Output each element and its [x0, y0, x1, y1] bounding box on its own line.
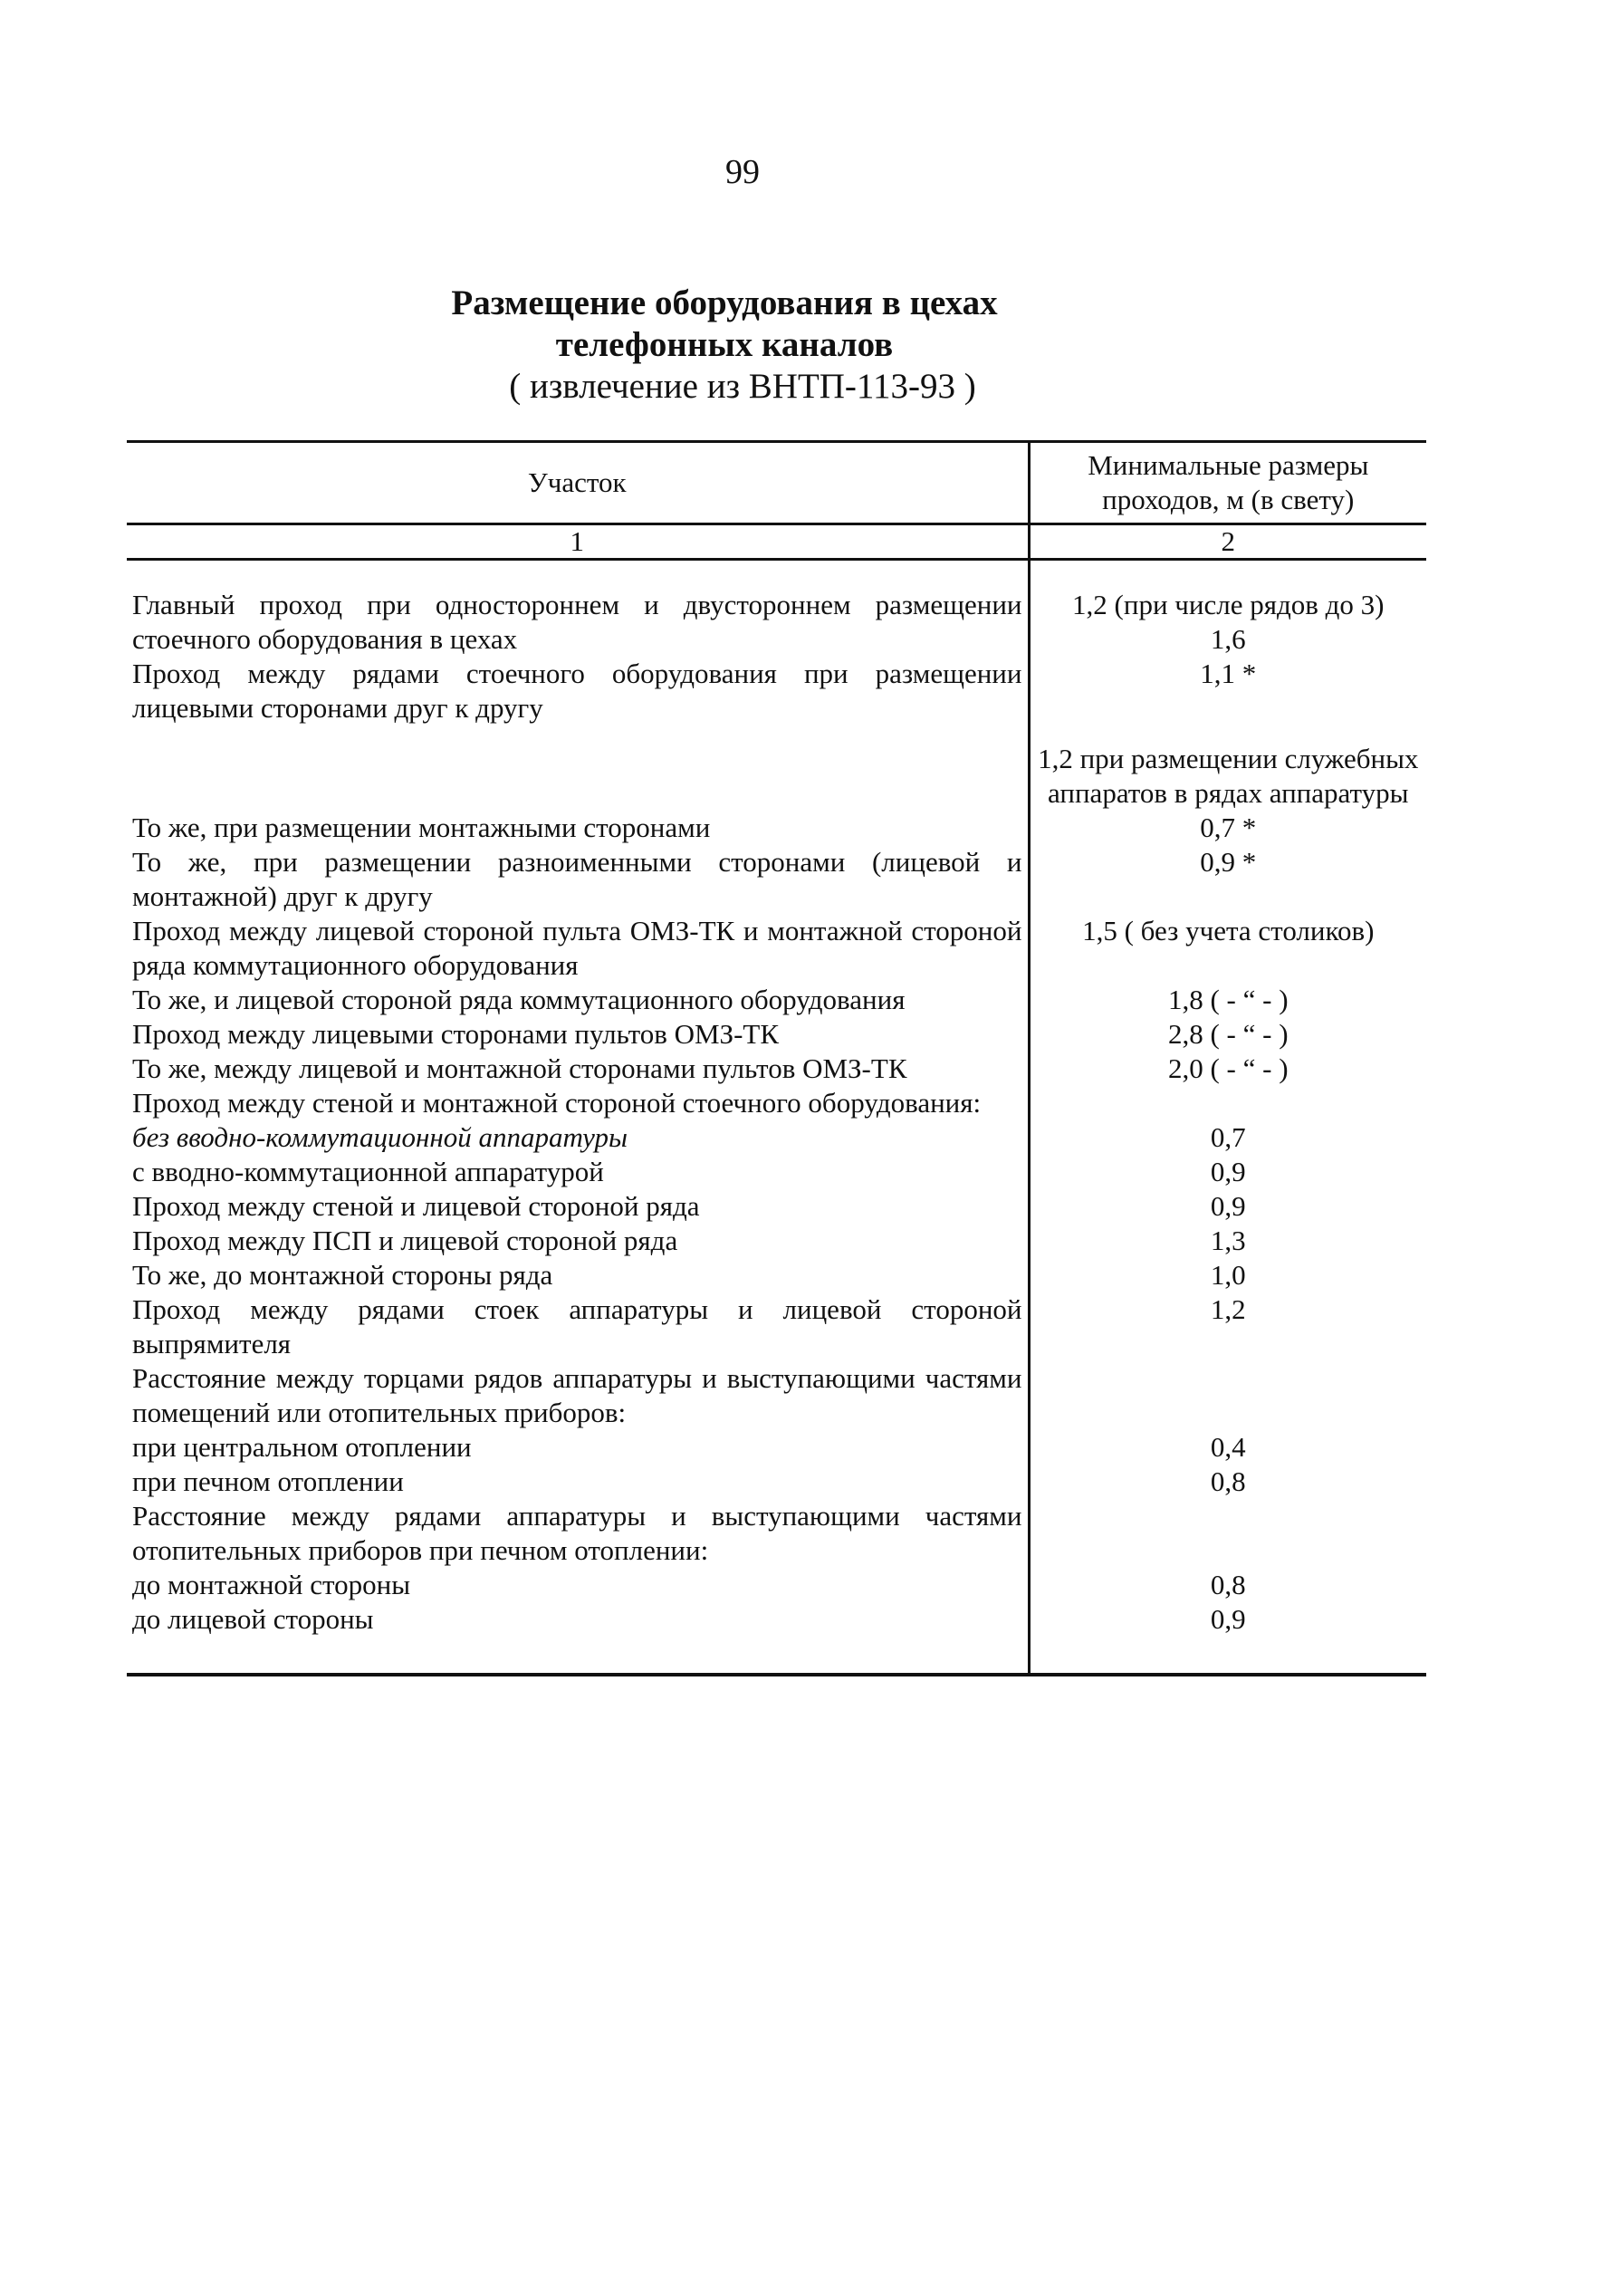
- table-row: [127, 1430, 1426, 1465]
- row-value: 1,1 *: [1200, 658, 1257, 689]
- row-value: 1,2: [1210, 1293, 1246, 1325]
- row-value: 1,0: [1210, 1259, 1246, 1291]
- title-line-2: телефонных каналов: [555, 325, 894, 364]
- row-value-line: 1,2 (при числе рядов до 3): [1072, 589, 1385, 620]
- row-label: Проход между лицевой стороной пульта ОМЗ-ТК и монтажной стороной ряда коммутационного оборудования: [127, 914, 1029, 983]
- table-row: [127, 1189, 1426, 1224]
- row-value: [1029, 588, 1426, 657]
- row-label: То же, и лицевой стороной ряда коммутационного оборудования: [127, 983, 1029, 1017]
- row-label: То же, между лицевой и монтажной сторонами пультов ОМЗ-ТК: [127, 1052, 1029, 1086]
- table-number-row: [127, 524, 1426, 560]
- row-label: при печном отоплении: [127, 1465, 1029, 1499]
- row-value: 0,7 *: [1200, 812, 1257, 843]
- row-label: до лицевой стороны: [127, 1602, 1029, 1675]
- header-num2: 2: [1029, 524, 1426, 560]
- table-row: [127, 811, 1426, 845]
- row-value: 1,8 ( - “ - ): [1167, 984, 1289, 1015]
- row-value: 0,9: [1210, 1190, 1246, 1222]
- row-label: Проход между рядами стоек аппаратуры и лицевой стороной выпрямителя: [127, 1292, 1029, 1361]
- table-row: [127, 1499, 1426, 1568]
- row-value: 0,9: [1210, 1156, 1246, 1187]
- row-value: 0,9: [1029, 1602, 1426, 1675]
- row-value: 0,7: [1210, 1121, 1246, 1153]
- row-value: 2,8 ( - “ - ): [1167, 1018, 1289, 1050]
- row-value: 0,4: [1210, 1431, 1246, 1463]
- table-row: [127, 914, 1426, 983]
- header-col2: [1029, 442, 1426, 524]
- row-value: 1,5 ( без учета столиков): [1082, 915, 1375, 946]
- row-label: Расстояние между торцами рядов аппаратуры и выступающими частями помещений или отопительных приборов:: [127, 1361, 1029, 1430]
- row-value: 0,8: [1210, 1569, 1246, 1600]
- row-value: [1029, 1086, 1426, 1120]
- row-label: Расстояние между рядами аппаратуры и выступающими частями отопительных приборов при печном отоплении:: [127, 1499, 1029, 1568]
- row-label: Проход между стеной и лицевой стороной ряда: [127, 1189, 1029, 1224]
- table-row: [127, 983, 1426, 1017]
- title-line-1: Размещение оборудования в цехах: [451, 283, 998, 322]
- table-row: [127, 1292, 1426, 1361]
- table-row: [127, 588, 1426, 657]
- table-row: [127, 845, 1426, 914]
- row-label: То же, до монтажной стороны ряда: [127, 1258, 1029, 1292]
- row-label: То же, при размещении монтажными сторонами: [127, 811, 1029, 845]
- row-value-line: 1,6: [1210, 623, 1246, 655]
- row-value: 1,2 при размещении служебных аппаратов в рядах аппаратуры: [1038, 743, 1419, 809]
- table-row: [127, 1052, 1426, 1086]
- table-row: [127, 657, 1426, 725]
- row-label: до монтажной стороны: [127, 1568, 1029, 1602]
- row-value: 2,0 ( - “ - ): [1167, 1052, 1289, 1084]
- table-row: [127, 1568, 1426, 1602]
- table-header-row: [127, 442, 1426, 524]
- table-row: [127, 1086, 1426, 1120]
- page-number: 99: [725, 153, 760, 191]
- header-col1: Участок: [127, 442, 1029, 524]
- row-value: 1,3: [1210, 1225, 1246, 1256]
- table-row: [127, 725, 1426, 811]
- row-label: с вводно-коммутационной аппаратурой: [127, 1155, 1029, 1189]
- row-label: Проход между лицевыми сторонами пультов ОМЗ-ТК: [127, 1017, 1029, 1052]
- row-label: без вводно-коммутационной аппаратуры: [127, 1120, 1029, 1155]
- title-line-3: ( извлечение из ВНТП-113-93 ): [509, 367, 976, 406]
- row-label: Проход между ПСП и лицевой стороной ряда: [127, 1224, 1029, 1258]
- table-row: [127, 1465, 1426, 1499]
- row-label: Проход между стеной и монтажной стороной стоечного оборудования:: [127, 1086, 1029, 1120]
- header-col2-line2: проходов, м (в свету): [1102, 484, 1355, 515]
- header-col2-line1: Минимальные размеры: [1088, 449, 1369, 481]
- row-label: при центральном отоплении: [127, 1430, 1029, 1465]
- row-label: Проход между рядами стоечного оборудования при размещении лицевыми сторонами друг к другу: [127, 657, 1029, 725]
- equipment-placement-table: [127, 440, 1426, 1676]
- table-row: [127, 1224, 1426, 1258]
- row-value: 0,8: [1210, 1465, 1246, 1497]
- header-num1: 1: [127, 524, 1029, 560]
- table-row: [127, 1017, 1426, 1052]
- row-label: [127, 725, 1029, 811]
- row-label: То же, при размещении разноименными сторонами (лицевой и монтажной) друг к другу: [127, 845, 1029, 914]
- table-row: [127, 1258, 1426, 1292]
- table-row: [127, 1120, 1426, 1155]
- row-value: [1029, 1499, 1426, 1568]
- table-row: [127, 1155, 1426, 1189]
- table-row: [127, 1602, 1426, 1675]
- table-row: [127, 1361, 1426, 1430]
- document-title: [0, 283, 1449, 408]
- row-value: [1029, 1361, 1426, 1430]
- row-label: Главный проход при одностороннем и двустороннем размещении стоечного оборудования в цехах: [127, 588, 1029, 657]
- row-value: 0,9 *: [1200, 846, 1257, 878]
